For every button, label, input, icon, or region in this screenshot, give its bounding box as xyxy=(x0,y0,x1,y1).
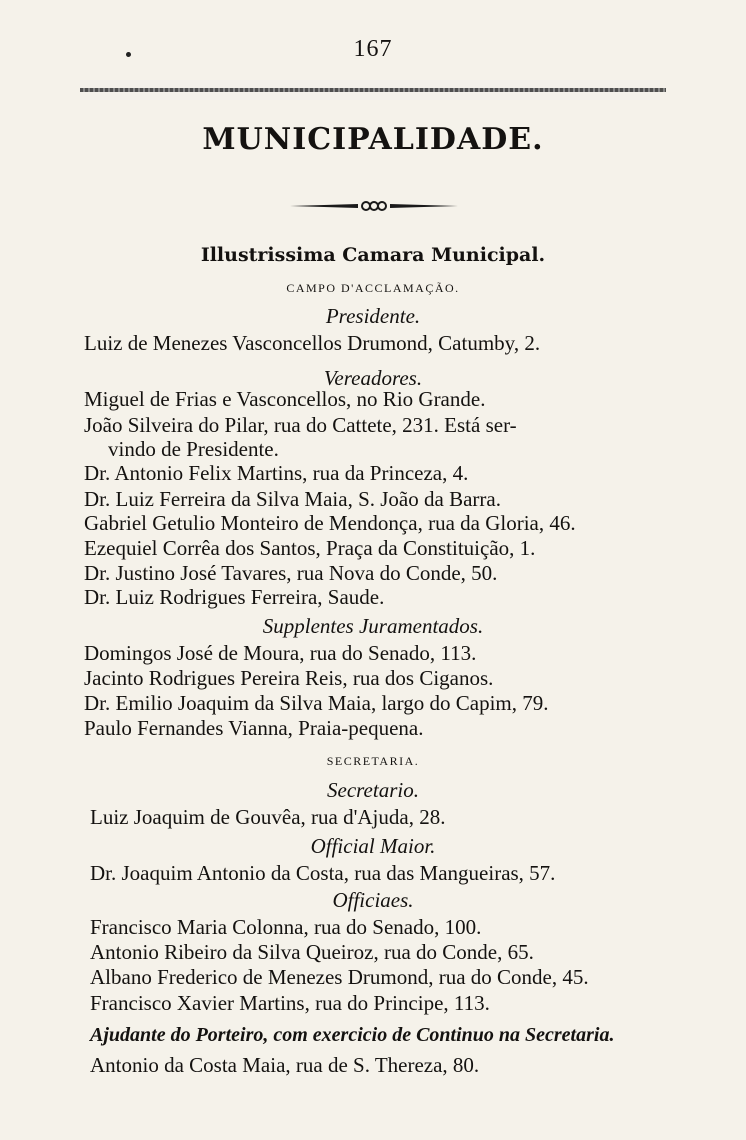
page-title: MUNICIPALIDADE. xyxy=(202,122,544,157)
supplente-entry: Domingos José de Moura, rua do Senado, 113. xyxy=(84,641,477,665)
vereador-entry: Miguel de Frias e Vasconcellos, no Rio Grande. xyxy=(84,387,486,411)
supplente-entry: Dr. Emilio Joaquim da Silva Maia, largo do Capim, 79. xyxy=(84,691,549,715)
ajudante-entry: Antonio da Costa Maia, rua de S. Thereza, 80. xyxy=(90,1053,480,1077)
vereador-entry: Dr. Luiz Ferreira da Silva Maia, S. João da Barra. xyxy=(84,487,501,511)
supplentes-label: Supplentes Juramentados. xyxy=(262,614,484,638)
official-maior-label: Official Maior. xyxy=(310,834,436,858)
secretario-entry: Luiz Joaquim de Gouvêa, rua d'Ajuda, 28. xyxy=(90,805,446,829)
vereador-entry: Ezequiel Corrêa dos Santos, Praça da Constituição, 1. xyxy=(84,536,536,560)
vereador-entry: Dr. Antonio Felix Martins, rua da Princeza, 4. xyxy=(84,461,469,485)
supplente-entry: Paulo Fernandes Vianna, Praia-pequena. xyxy=(84,716,424,740)
secretaria-heading: SECRETARIA. xyxy=(326,754,420,768)
presidente-entry: Luiz de Menezes Vasconcellos Drumond, Catumby, 2. xyxy=(84,331,541,355)
page-number: 167 xyxy=(353,36,393,62)
official-entry: Albano Frederico de Menezes Drumond, rua do Conde, 45. xyxy=(90,965,589,989)
camara-heading: Illustrissima Camara Municipal. xyxy=(200,244,546,266)
official-entry: Francisco Xavier Martins, rua do Principe, 113. xyxy=(90,991,490,1015)
vereador-entry: Gabriel Getulio Monteiro de Mendonça, rua da Gloria, 46. xyxy=(84,511,576,535)
secretario-label: Secretario. xyxy=(327,778,419,802)
officiaes-label: Officiaes. xyxy=(332,888,414,912)
official-entry: Antonio Ribeiro da Silva Queiroz, rua do Conde, 65. xyxy=(90,940,534,964)
camara-location: CAMPO D'ACCLAMAÇÃO. xyxy=(286,281,460,295)
ornament-divider xyxy=(288,196,460,216)
official-maior-entry: Dr. Joaquim Antonio da Costa, rua das Mangueiras, 57. xyxy=(90,861,556,885)
vereador-entry: Dr. Luiz Rodrigues Ferreira, Saude. xyxy=(84,585,385,609)
ajudante-label: Ajudante do Porteiro, com exercicio de Continuo na Secretaria. xyxy=(90,1024,615,1046)
vereador-entry: João Silveira do Pilar, rua do Cattete, 231. Está ser- xyxy=(84,413,517,437)
official-entry: Francisco Maria Colonna, rua do Senado, 100. xyxy=(90,915,482,939)
vereadores-label: Vereadores. xyxy=(323,366,423,390)
supplente-entry: Jacinto Rodrigues Pereira Reis, rua dos Ciganos. xyxy=(84,666,494,690)
vereador-entry-continued: vindo de Presidente. xyxy=(108,437,279,461)
vereador-entry: Dr. Justino José Tavares, rua Nova do Conde, 50. xyxy=(84,561,498,585)
top-rule xyxy=(80,88,666,92)
presidente-label: Presidente. xyxy=(325,304,421,328)
